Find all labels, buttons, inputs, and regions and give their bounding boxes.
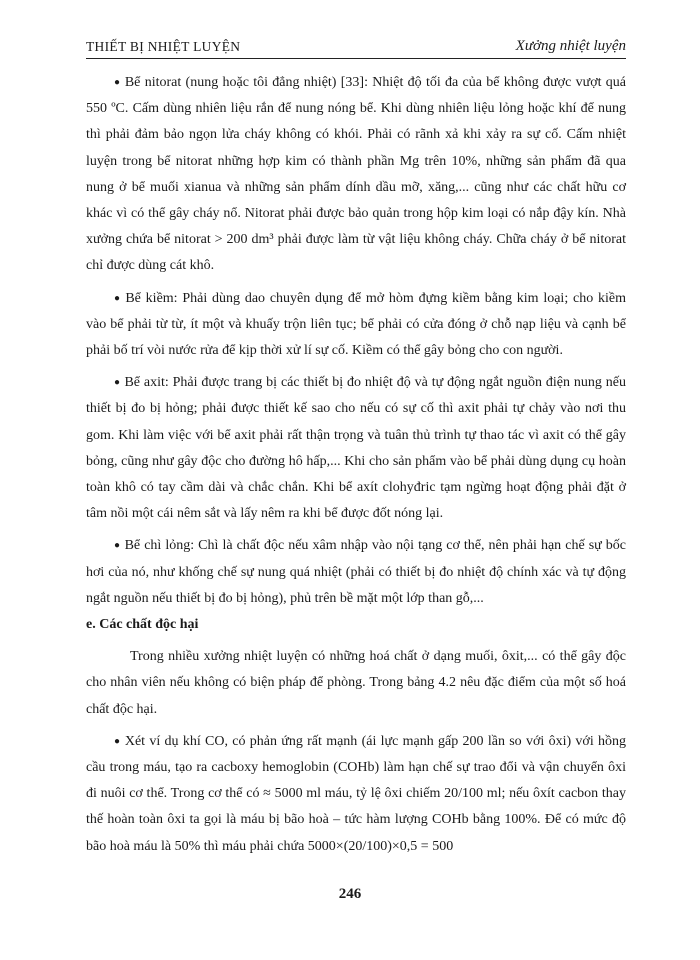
page-number: 246 (338, 886, 362, 902)
bullet-icon: ● (114, 735, 121, 747)
header-book-title: THIẾT BỊ NHIỆT LUYỆN (86, 39, 241, 54)
bullet-icon: ● (114, 377, 121, 389)
page-body (86, 70, 626, 860)
paragraph-acid-bath: ● Bể axit: Phải được trang bị các thiết bị đo nhiệt độ và tự động ngắt nguồn điện nung nếu thiết bị đo bị hỏng; phải được thiết kế sao cho nếu có sự cố thì axit phải tự chảy vào nơi thu gom. Khi làm việc với bể axit phải rất thận trọng và tuân thủ trình tự thao tác vì axit có thể gây bỏng, cũng như gây độc cho đường hô hấp,... Khi cho sản phẩm vào bể phải dùng dụng cụ hoàn toàn khô có tay cầm dài và chắc chắn. Khi bể axít clohyđric tạm ngừng hoạt động phải đặt ở tâm nồi một cái nêm sắt và lấy nêm ra khi bể được đốt nóng lại. (86, 375, 626, 522)
bullet-icon: ● (114, 292, 122, 304)
paragraph-co-example: ● Xét ví dụ khí CO, có phản ứng rất mạnh (ái lực mạnh gấp 200 lần so với ôxi) với hồng cầu trong máu, tạo ra cacboxy hemoglobin (COHb) làm hạn chế sự trao đổi và vận chuyển ôxi đi nuôi cơ thể. Trong cơ thể có ≈ 5000 ml máu, tỷ lệ ôxi chiếm 20/100 ml; nếu ôxít cacbon thay thế hoàn toàn ôxi ta gọi là máu bị bão hoà – tức hàm lượng COHb bằng 100%. Để có mức độ bão hoà máu là 50% thì máu phải chứa 5000×(20/100)×0,5 = 500 (86, 733, 626, 854)
paragraph-alkali-bath: ● Bể kiềm: Phải dùng dao chuyên dụng để mở hòm đựng kiềm bằng kim loại; cho kiềm vào bể phải từ từ, ít một và khuấy trộn liên tục; bể phải có cửa đóng ở chỗ nạp liệu và cạnh bể phải bố trí vòi nước rửa để kịp thời xử lí sự cố. Kiềm có thể gây bỏng cho con người. (86, 290, 627, 359)
header-chapter-title: Xưởng nhiệt luyện (515, 38, 626, 54)
running-header (86, 38, 626, 59)
paragraph-nitorat-bath: ● Bể nitorat (nung hoặc tôi đẳng nhiệt) [33]: Nhiệt độ tối đa của bể không được vượt quá 550 ºC. Cấm dùng nhiên liệu rắn để nung nóng bể. Khi dùng nhiên liệu lỏng hoặc khí để nung thì phải đảm bảo ngọn lửa cháy không có khói. Phải có rãnh xả khi xảy ra sự cố. Cấm nhiệt luyện trong bể nitorat những hợp kim có thành phần Mg trên 10%, những sản phẩm đã qua nung ở bể muối xianua và những sản phẩm dính dầu mỡ, xăng,... cũng như các chất hữu cơ khác vì có thể gây cháy nổ. Nitorat phải được bảo quản trong hộp kim loại có nắp đậy kín. Nhà xưởng chứa bể nitorat > 200 dm³ phải được làm từ vật liệu không cháy. Chữa cháy ở bể nitorat chỉ được dùng cát khô. (86, 75, 626, 274)
bullet-icon: ● (114, 540, 121, 552)
section-heading: e. Các chất độc hại (86, 617, 199, 633)
paragraph-toxic-intro: Trong nhiều xưởng nhiệt luyện có những hoá chất ở dạng muối, ôxit,... có thể gây độc cho nhân viên nếu không có biện pháp để phòng. Trong bảng 4.2 nêu đặc điểm của một số hoá chất độc hại. (86, 649, 626, 717)
paragraph-lead-bath: ● Bể chì lỏng: Chì là chất độc nếu xâm nhập vào nội tạng cơ thể, nên phải hạn chế sự bốc hơi của nó, như khống chế sự nung quá nhiệt (phải có thiết bị đo nhiệt độ chính xác và tự động ngắt nguồn nếu thiết bị đo bị hỏng), phủ trên bề mặt một lớp than gỗ,... (86, 538, 626, 606)
bullet-icon: ● (114, 77, 121, 88)
